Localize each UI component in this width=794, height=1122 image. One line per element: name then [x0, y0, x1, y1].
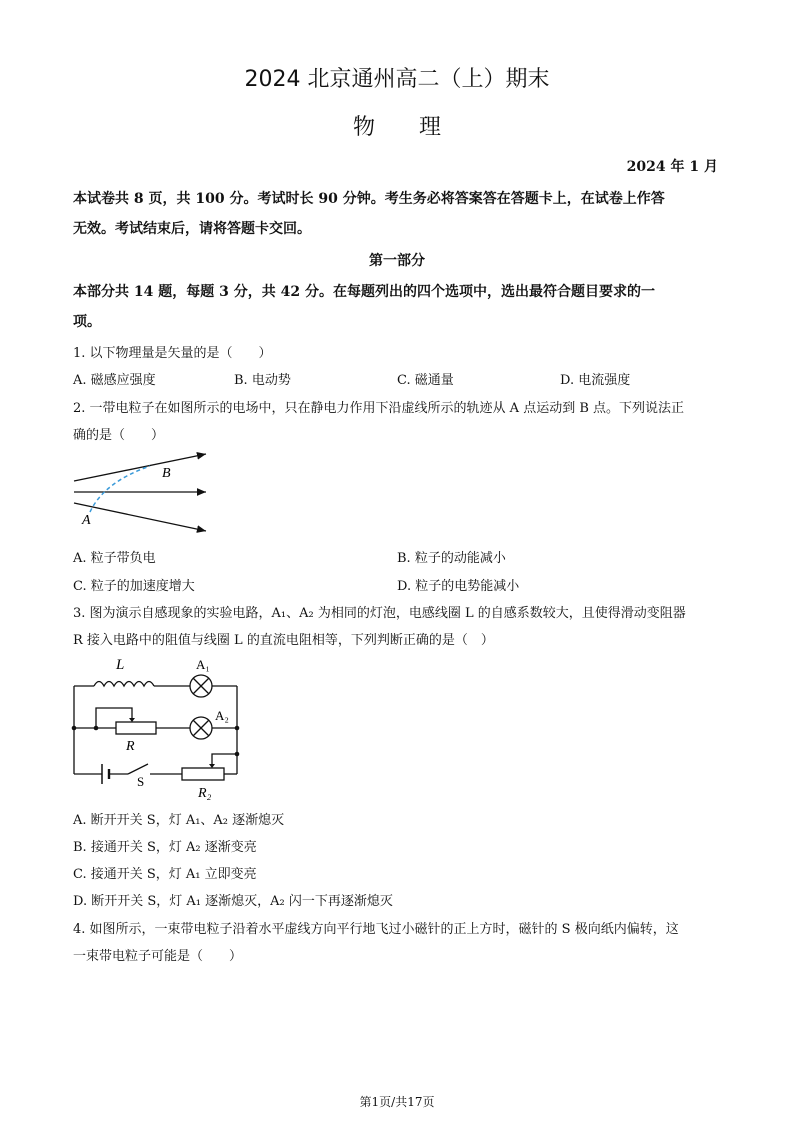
label-inductor-l: L	[116, 657, 125, 673]
q1-option-a: A. 磁感应强度	[73, 373, 156, 388]
q3-option-b: B. 接通开关 S，灯 A₂ 逐渐变亮	[73, 840, 257, 855]
label-switch-s: S	[137, 774, 145, 789]
subject-title: 物 理	[352, 115, 441, 140]
part-desc-line-2: 项。	[73, 314, 101, 330]
q2-stem-line-1: 2. 一带电粒子在如图所示的电场中，只在静电力作用下沿虚线所示的轨迹从 A 点运动到 B 点。下列说法正	[73, 401, 685, 416]
label-rheostat-r2: R₂	[198, 786, 212, 800]
part-desc-line-1: 本部分共 14 题，每题 3 分，共 42 分。在每题列出的四个选项中，选出最符合题目要求的一	[73, 284, 655, 300]
inductance-circuit-figure	[70, 652, 245, 800]
q3-stem-line-1: 3. 图为演示自感现象的实验电路，A₁、A₂ 为相同的灯泡，电感线圈 L 的自感系数较大，且使得滑动变阻器	[73, 606, 686, 621]
page-footer: 第1页/共17页	[359, 1095, 435, 1109]
particle-trajectory	[90, 466, 150, 512]
instructions-line-2: 无效。考试结束后，请将答题卡交回。	[73, 221, 311, 237]
q3-option-c: C. 接通开关 S，灯 A₁ 立即变亮	[73, 867, 257, 882]
field-line-top	[74, 454, 206, 481]
q3-option-d: D. 断开开关 S，灯 A₁ 逐渐熄灭，A₂ 闪一下再逐渐熄灭	[73, 894, 393, 909]
q1-option-c: C. 磁通量	[397, 373, 454, 388]
page-title: 2024 北京通州高二（上）期末	[244, 67, 550, 92]
rheostat-r2	[182, 768, 224, 780]
q2-option-a: A. 粒子带负电	[73, 551, 156, 566]
resistor-r	[116, 722, 156, 734]
label-lamp-a2: A₂	[215, 708, 229, 723]
exam-date: 2024 年 1 月	[626, 159, 718, 175]
label-point-b: B	[162, 466, 171, 481]
instructions-line-1: 本试卷共 8 页，共 100 分。考试时长 90 分钟。考生务必将答案答在答题卡上，在试卷上作答	[73, 191, 665, 207]
inductor-coil	[94, 682, 154, 687]
part-heading: 第一部分	[369, 253, 425, 269]
q1-option-b: B. 电动势	[234, 373, 291, 388]
q4-stem-line-2: 一束带电粒子可能是（ ）	[73, 949, 243, 964]
q2-option-b: B. 粒子的动能减小	[397, 551, 506, 566]
q1-stem: 1. 以下物理量是矢量的是（ ）	[73, 346, 272, 361]
q2-option-d: D. 粒子的电势能减小	[397, 579, 520, 594]
q1-option-d: D. 电流强度	[560, 373, 631, 388]
electric-field-figure	[70, 448, 215, 534]
label-resistor-r: R	[126, 739, 135, 754]
field-line-bottom	[74, 503, 206, 531]
q4-stem-line-1: 4. 如图所示，一束带电粒子沿着水平虚线方向平行地飞过小磁针的正上方时，磁针的 S 极向纸内偏转，这	[73, 922, 679, 937]
q2-option-c: C. 粒子的加速度增大	[73, 579, 195, 594]
q3-stem-line-2: R 接入电路中的阻值与线圈 L 的直流电阻相等，下列判断正确的是（ ）	[73, 633, 494, 648]
label-lamp-a1: A₁	[196, 657, 210, 672]
q2-stem-line-2: 确的是（ ）	[73, 428, 165, 443]
q3-option-a: A. 断开开关 S，灯 A₁、A₂ 逐渐熄灭	[73, 813, 285, 828]
label-point-a: A	[82, 513, 91, 528]
